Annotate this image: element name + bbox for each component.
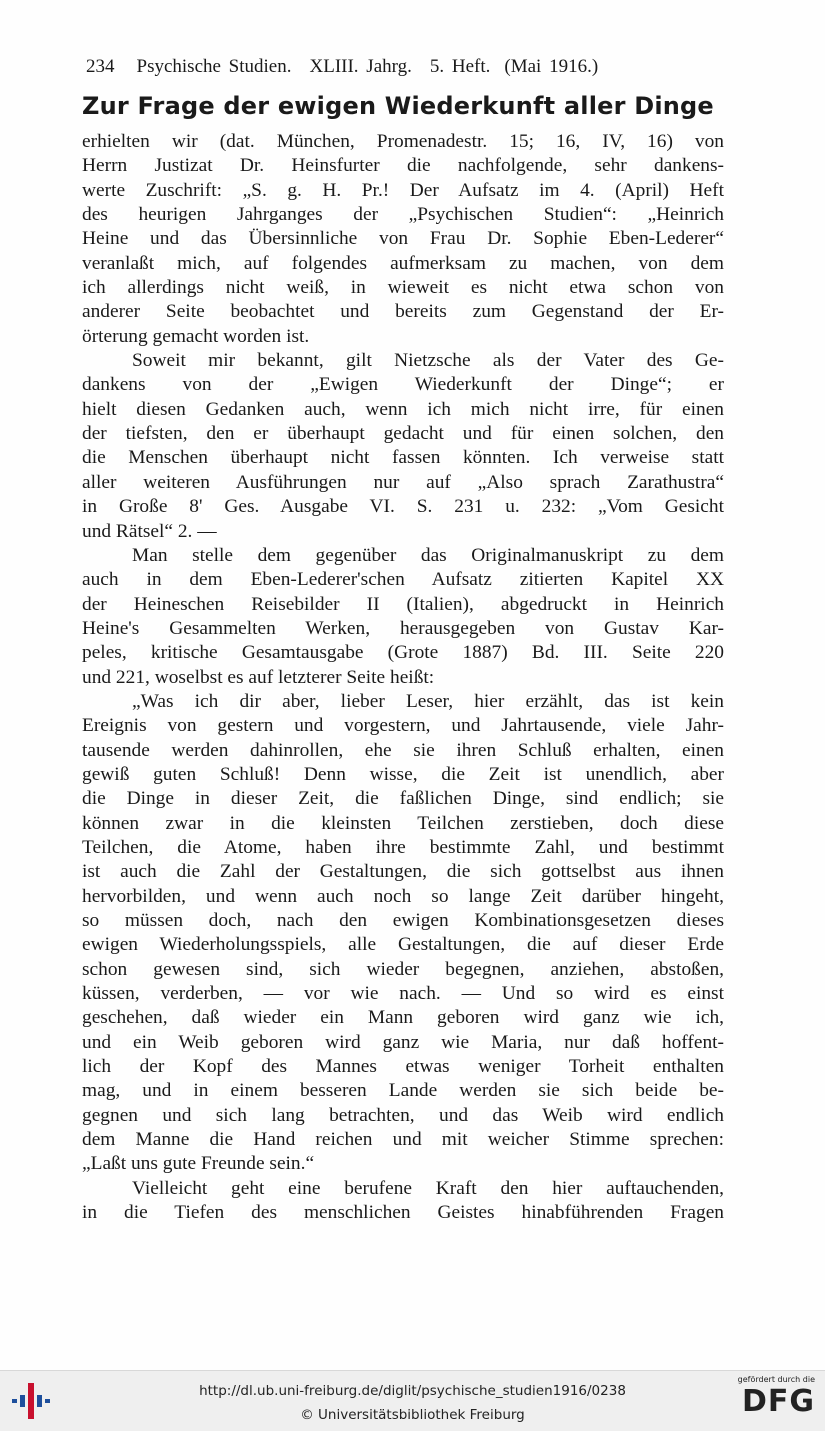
text-line: in Große 8' Ges. Ausgabe VI. S. 231 u. 232: „Vom Gesicht xyxy=(82,496,724,518)
text-line: werte Zuschrift: „S. g. H. Pr.! Der Aufsatz im 4. (April) Heft xyxy=(82,179,724,201)
permalink-url[interactable]: http://dl.ub.uni-freiburg.de/diglit/psychische_studien1916/0238 xyxy=(199,1383,626,1399)
text-line: Teilchen, die Atome, haben ihre bestimmte Zahl, und bestimmt xyxy=(82,836,724,858)
text-line: Vielleicht geht eine berufene Kraft den hier auftauchenden, xyxy=(132,1177,724,1199)
text-line: der tiefsten, den er überhaupt gedacht und für einen solchen, den xyxy=(82,423,724,445)
text-line: Heine und das Übersinnliche von Frau Dr. Sophie Eben-Lederer“ xyxy=(82,228,724,250)
viewer-footer xyxy=(0,1370,825,1431)
text-line: ich allerdings nicht weiß, in wieweit es nicht etwa schon von xyxy=(82,277,724,299)
text-line: Ereignis von gestern und vorgestern, und Jahrtausende, viele Jahr- xyxy=(82,715,724,737)
volume: XLIII. Jahrg. xyxy=(309,56,412,77)
text-line: des heurigen Jahrganges der „Psychischen Studien“: „Heinrich xyxy=(82,204,724,226)
text-line: hielt diesen Gedanken auch, wenn ich mich nicht irre, für einen xyxy=(82,398,724,420)
dfg-logo xyxy=(725,1375,815,1427)
text-line: die Dinge in dieser Zeit, die faßlichen Dinge, sind endlich; sie xyxy=(82,788,724,810)
issue-date: (Mai 1916.) xyxy=(504,56,599,77)
dfg-caption: gefördert durch die xyxy=(737,1375,815,1384)
copyright-notice: © Universitätsbibliothek Freiburg xyxy=(300,1407,525,1423)
text-line: geschehen, daß wieder ein Mann geboren wird ganz wie ich, xyxy=(82,1007,724,1029)
text-line: und Rätsel“ 2. — xyxy=(82,520,217,542)
text-line: Heine's Gesammelten Werken, herausgegeben von Gustav Kar- xyxy=(82,617,724,639)
text-line: „Was ich dir aber, lieber Leser, hier erzählt, das ist kein xyxy=(132,690,724,712)
text-line: so müssen doch, nach den ewigen Kombinationsgesetzen dieses xyxy=(82,910,724,931)
text-line: tausende werden dahinrollen, ehe sie ihren Schluß erhalten, einen xyxy=(82,739,724,761)
article-title: Zur Frage der ewigen Wiederkunft aller Dinge xyxy=(82,92,714,120)
text-line: die Menschen überhaupt nicht fassen könnten. Ich verweise statt xyxy=(82,447,724,469)
text-line: können zwar in die kleinsten Teilchen zerstieben, doch diese xyxy=(82,812,724,834)
page-number: 234 xyxy=(86,56,115,77)
text-line: Soweit mir bekannt, gilt Nietzsche als der Vater des Ge- xyxy=(132,350,724,372)
text-line: auch in dem Eben-Lederer'schen Aufsatz zitierten Kapitel XX xyxy=(82,569,724,591)
text-line: peles, kritische Gesamtausgabe (Grote 1887) Bd. III. Seite 220 xyxy=(82,642,724,664)
text-line: dem Manne die Hand reichen und mit weicher Stimme sprechen: xyxy=(82,1129,724,1151)
text-line: ist auch die Zahl der Gestaltungen, die sich gottselbst aus ihnen xyxy=(82,861,724,883)
text-line: Man stelle dem gegenüber das Originalmanuskript zu dem xyxy=(132,544,724,566)
text-line: Herrn Justizat Dr. Heinsfurter die nachfolgende, sehr dankens- xyxy=(82,155,724,177)
text-line: aller weiteren Ausführungen nur auf „Also sprach Zarathustra“ xyxy=(82,471,724,493)
text-line: dankens von der „Ewigen Wiederkunft der Dinge“; er xyxy=(82,374,724,396)
text-line: küssen, verderben, — vor wie nach. — Und so wird es einst xyxy=(82,983,724,1005)
text-line: schon gewesen sind, sich wieder begegnen, anziehen, abstoßen, xyxy=(82,958,724,980)
text-line: gegnen und sich lang betrachten, und das Weib wird endlich xyxy=(82,1104,724,1126)
text-line: gewiß guten Schluß! Denn wisse, die Zeit ist unendlich, aber xyxy=(82,763,724,785)
text-line: anderer Seite beobachtet und bereits zum Gegenstand der Er- xyxy=(82,301,724,323)
text-line: „Laßt uns gute Freunde sein.“ xyxy=(82,1153,315,1175)
text-line: erhielten wir (dat. München, Promenadestr. 15; 16, IV, 16) von xyxy=(82,131,724,152)
text-line: und ein Weib geboren wird ganz wie Maria, nur daß hoffent- xyxy=(82,1031,724,1053)
text-line: veranlaßt mich, auf folgendes aufmerksam zu machen, von dem xyxy=(82,252,724,274)
journal-name: Psychische Studien. xyxy=(136,56,292,77)
text-line: ewigen Wiederholungsspiels, alle Gestaltungen, die auf dieser Erde xyxy=(82,934,724,956)
text-line: lich der Kopf des Mannes etwas weniger Torheit enthalten xyxy=(82,1056,724,1078)
text-line: und 221, woselbst es auf letzterer Seite heißt: xyxy=(82,666,435,688)
running-header xyxy=(86,56,725,82)
text-line: örterung gemacht worden ist. xyxy=(82,325,310,347)
text-line: mag, und in einem besseren Lande werden sie sich beide be- xyxy=(82,1080,724,1102)
text-line: hervorbilden, und wenn auch noch so lange Zeit darüber hingeht, xyxy=(82,885,724,907)
text-line: der Heineschen Reisebilder II (Italien), abgedruckt in Heinrich xyxy=(82,593,724,615)
article-body xyxy=(82,130,724,1225)
issue: 5. Heft. xyxy=(429,56,491,77)
dfg-logo-text: DFG xyxy=(741,1384,815,1419)
text-line: in die Tiefen des menschlichen Geistes hinabführenden Fragen xyxy=(82,1202,724,1224)
